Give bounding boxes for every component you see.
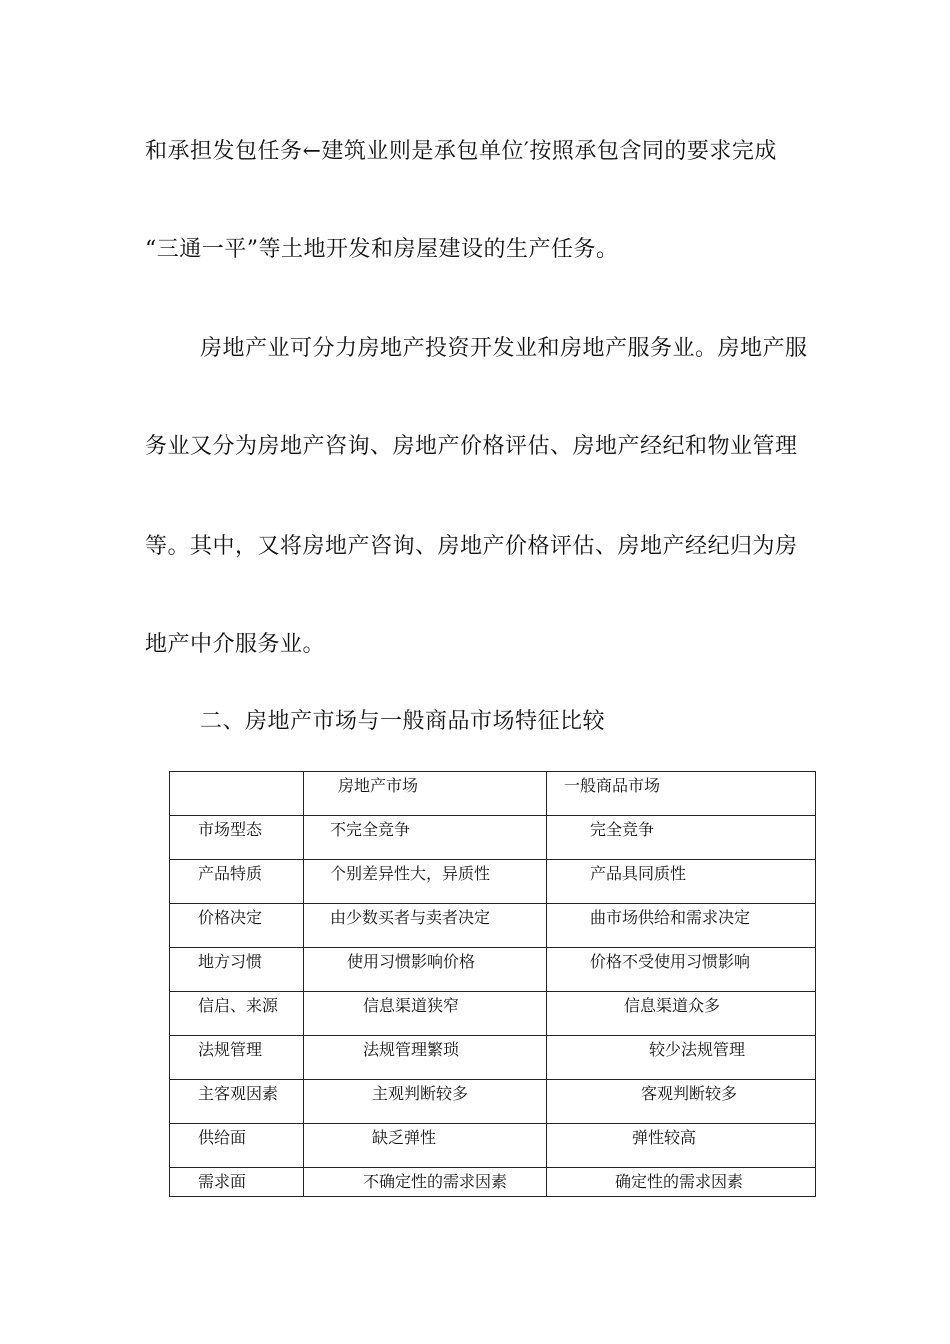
table-cell: 价格决定 <box>170 904 304 948</box>
table-cell: 主客观因素 <box>170 1080 304 1124</box>
table-row <box>170 1036 816 1080</box>
table-cell: 确定性的需求因素 <box>547 1168 816 1197</box>
table-cell: 需求面 <box>170 1168 304 1197</box>
table-cell: 使用习惯影响价格 <box>304 948 547 992</box>
table-cell: 较少法规管理 <box>547 1036 816 1080</box>
table-header-cell <box>170 772 304 816</box>
table-cell: 供给面 <box>170 1124 304 1168</box>
table-row <box>170 948 816 992</box>
table-cell: 地方习惯 <box>170 948 304 992</box>
table-cell: 法规管理繁琐 <box>304 1036 547 1080</box>
table-cell: 法规管理 <box>170 1036 304 1080</box>
table-cell: 客观判断较多 <box>547 1080 816 1124</box>
paragraph-line: 房地产业可分力房地产投资开发业和房地产服务业。房地产服 <box>200 336 808 361</box>
paragraph-line: “三通一平”等土地开发和房屋建设的生产任务。 <box>145 237 619 262</box>
paragraph-line: 等。其中，又将房地产咨询、房地产价格评估、房地产经纪归为房 <box>145 534 798 559</box>
table-cell: 个别差异性大，异质性 <box>304 860 547 904</box>
table-cell: 不确定性的需求因素 <box>304 1168 547 1197</box>
table-cell: 曲市场供给和需求决定 <box>547 904 816 948</box>
table-row <box>170 1080 816 1124</box>
table-header-row <box>170 772 816 816</box>
table-cell: 主观判断较多 <box>304 1080 547 1124</box>
table-cell: 由少数买者与卖者决定 <box>304 904 547 948</box>
table-cell: 信启、来源 <box>170 992 304 1036</box>
table-cell: 缺乏弹性 <box>304 1124 547 1168</box>
table-header-cell: 房地产市场 <box>304 772 547 816</box>
table-row <box>170 1168 816 1197</box>
section-heading: 二、房地产市场与一般商品市场特征比较 <box>200 709 606 734</box>
table-row <box>170 860 816 904</box>
table-header-cell: 一般商品市场 <box>547 772 816 816</box>
table-cell: 信息渠道众多 <box>547 992 816 1036</box>
table-cell: 弹性较高 <box>547 1124 816 1168</box>
table-row <box>170 992 816 1036</box>
paragraph-line: 地产中介服务业。 <box>145 632 326 657</box>
table-cell: 完全竞争 <box>547 816 816 860</box>
table-row <box>170 816 816 860</box>
table-cell: 市场型态 <box>170 816 304 860</box>
table-cell: 价格不受使用习惯影响 <box>547 948 816 992</box>
table-cell: 产品特质 <box>170 860 304 904</box>
table-cell: 不完全竞争 <box>304 816 547 860</box>
paragraph-line: 和承担发包任务←建筑业则是承包单位′按照承包含同的要求完成 <box>145 139 777 164</box>
table-row <box>170 904 816 948</box>
comparison-table <box>169 771 816 1197</box>
paragraph-line: 务业又分为房地产咨询、房地产价格评估、房地产经纪和物业管理 <box>145 434 798 459</box>
table-cell: 信息渠道狭窄 <box>304 992 547 1036</box>
table-row <box>170 1124 816 1168</box>
table-cell: 产品具同质性 <box>547 860 816 904</box>
